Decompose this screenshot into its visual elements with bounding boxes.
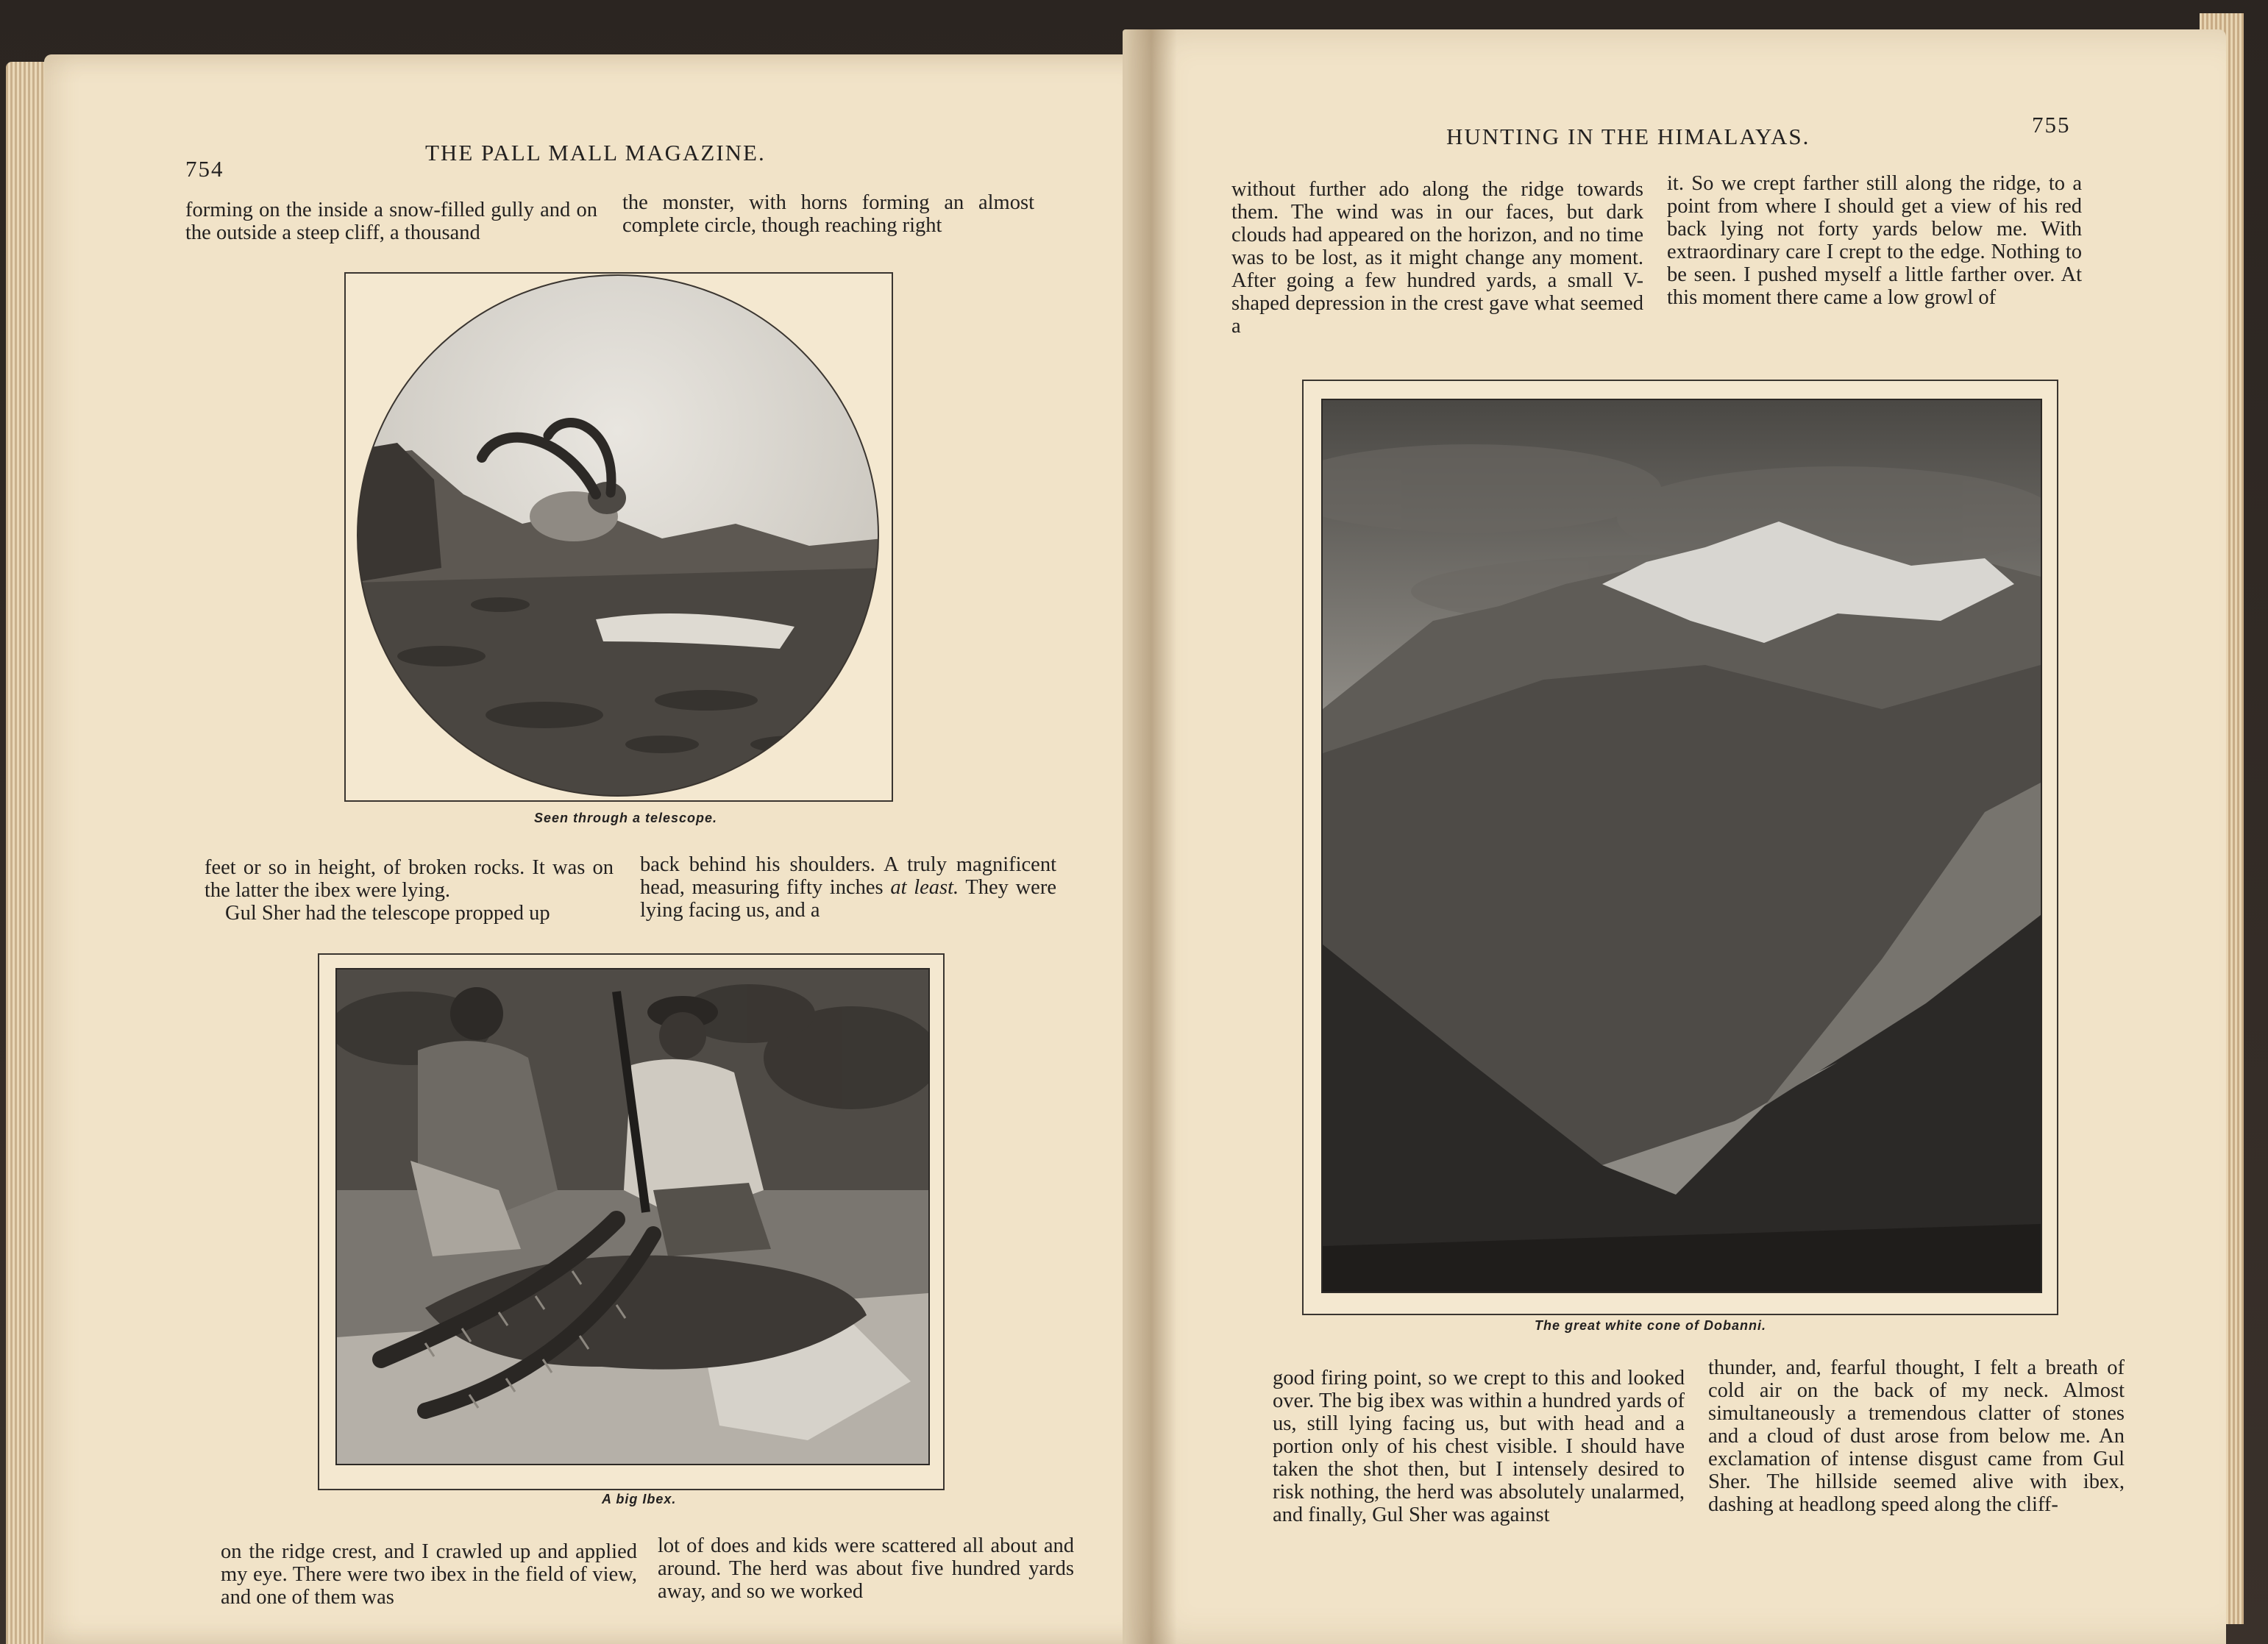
right-top-column-1 [1231, 178, 1643, 338]
dobanni-mountain-photo [1321, 399, 2042, 1293]
left-page [44, 54, 1174, 1644]
paragraph: forming on the inside a snow-filled gully and on the outside a steep cliff, a thousand [185, 199, 597, 244]
left-bottom-column-2 [658, 1534, 1074, 1603]
right-top-column-2 [1667, 172, 2082, 309]
left-running-head: THE PALL MALL MAGAZINE. [425, 140, 766, 166]
paragraph: it. So we crept farther still along the ridge, to a point from where I should get a view of his red back lying not forty yards below me. With extraordinary care I crept to the edge. Nothing to be seen. I pushed myself a little farther over. At this moment there came a low growl of [1667, 172, 2082, 309]
ibex-telescope-photo [353, 274, 883, 797]
text-run: They were lying facing us, and a [640, 876, 1056, 922]
left-top-column-2 [622, 191, 1034, 237]
left-bottom-column-1 [221, 1540, 637, 1609]
paragraph: feet or so in height, of broken rocks. It was on the latter the ibex were lying. [205, 856, 614, 902]
big-ibex-photo [335, 968, 930, 1465]
left-page-number: 754 [185, 156, 224, 182]
right-running-head: HUNTING IN THE HIMALAYAS. [1446, 124, 1810, 149]
left-top-column-1 [185, 199, 597, 244]
figure-telescope-frame [344, 272, 893, 802]
right-bottom-column-1 [1273, 1367, 1685, 1526]
text-run: back behind his shoulders. A truly magnificent head, measuring fifty inches [640, 853, 1056, 899]
book-gutter [1126, 29, 1177, 1644]
left-mid-column-1 [205, 856, 614, 925]
paragraph [640, 853, 1056, 922]
figure-1-caption: Seen through a telescope. [534, 811, 718, 825]
left-mid-column-2 [640, 853, 1056, 922]
figure-big-ibex-frame [318, 953, 945, 1490]
paragraph: on the ridge crest, and I crawled up and applied my eye. There were two ibex in the field of view, and one of them was [221, 1540, 637, 1609]
figure-dobanni-frame [1302, 380, 2058, 1315]
emphasis: at least. [890, 876, 959, 899]
paragraph: without further ado along the ridge towards them. The wind was in our faces, but dark clouds had appeared on the horizon, and no time was to be lost, as it might change any moment. After going a few hundred yards, a small V-shaped depression in the crest gave what seemed a [1231, 178, 1643, 338]
paragraph: Gul Sher had the telescope propped up [225, 902, 550, 925]
paragraph: good firing point, so we crept to this and looked over. The big ibex was within a hundred yards of us, still lying facing us, but with head and a portion only of his chest visible. I should have taken the shot then, but I intensely desired to risk nothing, the herd was absolutely unalarmed, and finally, Gul Sher was against [1273, 1367, 1685, 1526]
figure-2-caption: A big Ibex. [602, 1492, 677, 1506]
right-page [1123, 29, 2226, 1644]
paragraph: thunder, and, fearful thought, I felt a breath of cold air on the back of my neck. Almost simultaneously a tremendous clatter of stones and a cloud of dust arose from below me. An exclamation of intense disgust came from Gul Sher. The hillside seemed alive with ibex, dashing at headlong speed along the cliff- [1708, 1356, 2125, 1516]
figure-3-caption: The great white cone of Dobanni. [1535, 1318, 1767, 1333]
right-page-number: 755 [2032, 112, 2071, 138]
right-bottom-column-2 [1708, 1356, 2125, 1516]
paragraph: the monster, with horns forming an almost complete circle, though reaching right [622, 191, 1034, 237]
paragraph: lot of does and kids were scattered all about and around. The herd was about five hundred yards away, and so we worked [658, 1534, 1074, 1603]
